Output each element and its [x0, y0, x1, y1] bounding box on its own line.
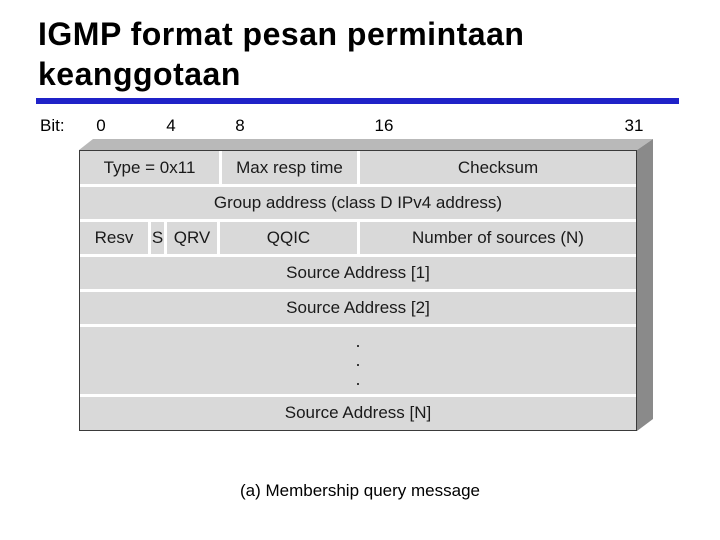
field-group-address: Group address (class D IPv4 address): [213, 193, 503, 212]
packet-row-source-n: [80, 397, 636, 429]
packet-3d-top: [79, 139, 653, 150]
bit-label: Bit:: [40, 116, 65, 135]
field-qqic: QQIC: [220, 222, 360, 254]
packet-row-ellipsis: [80, 327, 636, 397]
field-resv: Resv: [80, 222, 151, 254]
field-s-flag: S: [151, 222, 167, 254]
ellipsis-vertical: [80, 327, 636, 394]
title-underline: [36, 98, 679, 104]
field-type: Type = 0x11: [80, 151, 222, 184]
ellipsis-dot: .: [355, 331, 361, 351]
field-source-address-1: Source Address [1]: [286, 263, 430, 282]
bit-marker-31: 31: [624, 116, 644, 135]
packet-row-source-2: [80, 292, 636, 327]
bit-marker-4: 4: [166, 116, 176, 135]
field-qrv: QRV: [167, 222, 220, 254]
field-source-address-2: Source Address [2]: [286, 298, 430, 317]
field-checksum: Checksum: [457, 157, 539, 177]
bit-marker-8: 8: [235, 116, 245, 135]
ellipsis-dot: .: [355, 369, 361, 389]
packet-row-group-address: [80, 187, 636, 222]
ellipsis-dot: .: [355, 350, 361, 370]
packet-row-header: [80, 151, 636, 187]
packet-row-flags: [80, 222, 636, 257]
packet-row-source-1: [80, 257, 636, 292]
field-source-address-n: Source Address [N]: [284, 403, 432, 422]
igmp-packet-format: [79, 150, 637, 431]
bit-marker-0: 0: [96, 116, 106, 135]
field-max-resp-time: Max resp time: [222, 151, 360, 184]
field-number-of-sources: Number of sources (N): [412, 228, 584, 247]
diagram-caption: (a) Membership query message: [240, 481, 480, 500]
packet-3d-side: [637, 139, 653, 431]
bit-marker-16: 16: [374, 116, 394, 135]
slide-title: IGMP format pesan permintaan keanggotaan: [38, 16, 525, 92]
